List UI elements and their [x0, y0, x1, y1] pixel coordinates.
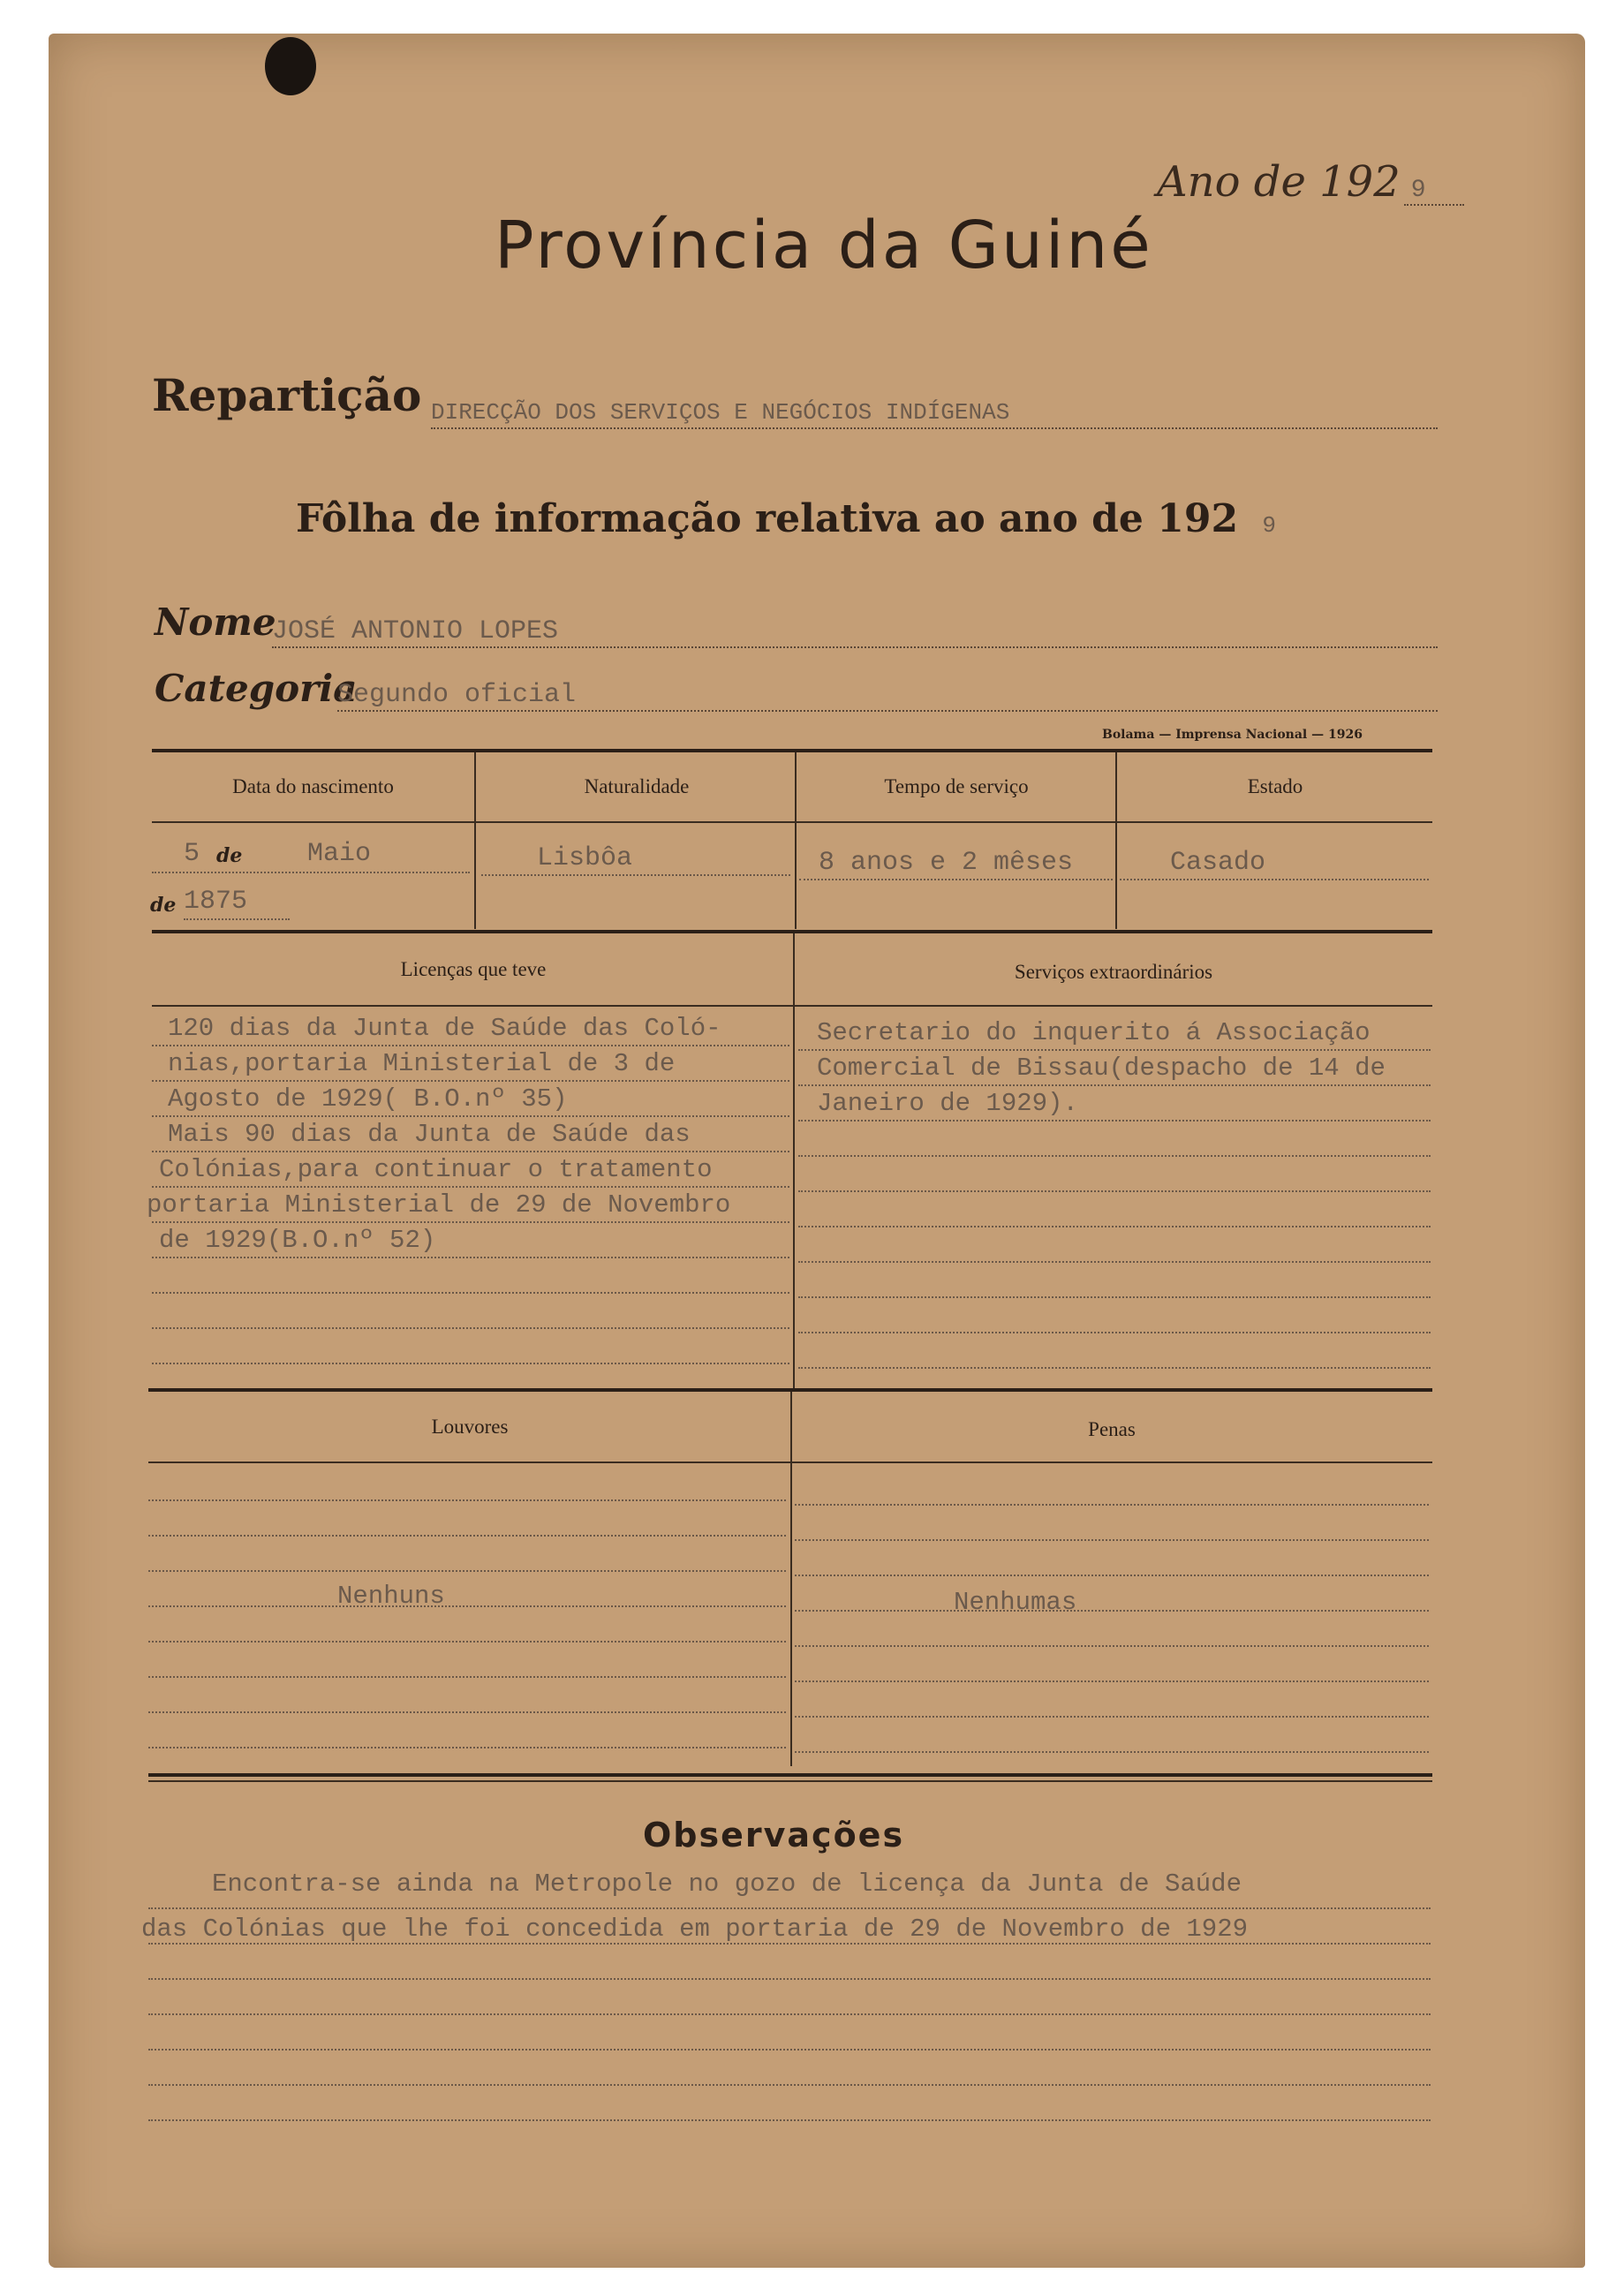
servicos-line: Janeiro de 1929).	[817, 1089, 1078, 1118]
licencas-line: Agosto de 1929( B.O.nº 35)	[168, 1084, 568, 1114]
year-digit: 9	[1404, 177, 1464, 206]
printer-note: Bolama — Imprensa Nacional — 1926	[1102, 728, 1363, 742]
estado-value: Casado	[1170, 848, 1266, 878]
header-penas: Penas	[1088, 1418, 1136, 1440]
table2-top-rule	[152, 930, 1432, 933]
header-data-nascimento: Data do nascimento	[232, 775, 394, 797]
servicos-line: Comercial de Bissau(despacho de 14 de	[817, 1054, 1386, 1083]
table2-header-rule	[152, 1005, 1432, 1007]
servicos-line: Secretario do inquerito á Associação	[817, 1018, 1371, 1047]
birth-dotline	[152, 872, 470, 873]
licencas-line: Colónias,para continuar o tratamento	[159, 1155, 713, 1184]
category-value: Segundo oficial	[337, 680, 1438, 712]
licencas-line: Mais 90 dias da Junta de Saúde das	[168, 1120, 691, 1149]
header-naturalidade: Naturalidade	[584, 775, 690, 797]
header-tempo-servico: Tempo de serviço	[884, 775, 1029, 797]
header-louvores: Louvores	[431, 1416, 509, 1438]
category-label: Categoria	[155, 667, 358, 710]
table1-top-rule	[152, 749, 1432, 752]
louvores-value: Nenhuns	[337, 1582, 445, 1611]
table1-divider	[1115, 752, 1117, 929]
naturalidade-value: Lisbôa	[537, 843, 633, 873]
province-title: Província da Guiné	[495, 208, 1153, 283]
birth-month: Maio	[307, 839, 372, 869]
year-label: Ano de 192	[1157, 157, 1401, 207]
reparticao-value: DIRECÇÃO DOS SERVIÇOS E NEGÓCIOS INDÍGENAS	[431, 399, 1438, 429]
tempo-servico-value: 8 anos e 2 mêses	[819, 848, 1074, 878]
table1-divider	[795, 752, 797, 929]
table3-divider	[790, 1392, 792, 1766]
year-field	[1157, 157, 1464, 207]
form-title	[296, 496, 1276, 541]
licencas-line: portaria Ministerial de 29 de Novembro	[147, 1190, 731, 1220]
name-value: JOSÉ ANTONIO LOPES	[272, 616, 1438, 648]
birth-day: 5	[184, 839, 200, 869]
header-servicos-extraordinarios: Serviços extraordinários	[1014, 961, 1213, 983]
header-estado: Estado	[1247, 775, 1303, 797]
penas-value: Nenhumas	[954, 1588, 1077, 1617]
birth-year: 1875	[184, 887, 248, 917]
header-licencas: Licenças que teve	[400, 958, 547, 980]
table1-header-rule	[152, 821, 1432, 823]
licencas-line: nias,portaria Ministerial de 3 de	[168, 1049, 676, 1078]
observacoes-line: das Colónias que lhe foi concedida em portaria de 29 de Novembro de 1929	[141, 1915, 1249, 1944]
table2-divider	[793, 933, 795, 1388]
reparticao-label: Repartição	[152, 369, 422, 421]
tempo-dotline	[799, 879, 1113, 880]
table1-divider	[474, 752, 476, 929]
birth-de-1: de	[216, 844, 243, 867]
observacoes-line: Encontra-se ainda na Metropole no gozo de licença da Junta de Saúde	[212, 1869, 1242, 1899]
table3-bottom-rule-2	[148, 1780, 1432, 1782]
birth-dotline	[184, 918, 290, 920]
form-title-digit: 9	[1262, 512, 1277, 539]
birth-de-2: de	[150, 894, 177, 917]
name-label: Nome	[155, 600, 276, 644]
table3-bottom-rule	[148, 1773, 1432, 1777]
observacoes-title: Observações	[643, 1816, 905, 1854]
licencas-line: de 1929(B.O.nº 52)	[159, 1226, 436, 1255]
licencas-line: 120 dias da Junta de Saúde das Coló-	[168, 1014, 721, 1043]
form-title-text: Fôlha de informação relativa ao ano de 192	[296, 496, 1239, 541]
punch-hole	[265, 37, 316, 95]
naturalidade-dotline	[481, 874, 790, 876]
estado-dotline	[1120, 879, 1429, 880]
